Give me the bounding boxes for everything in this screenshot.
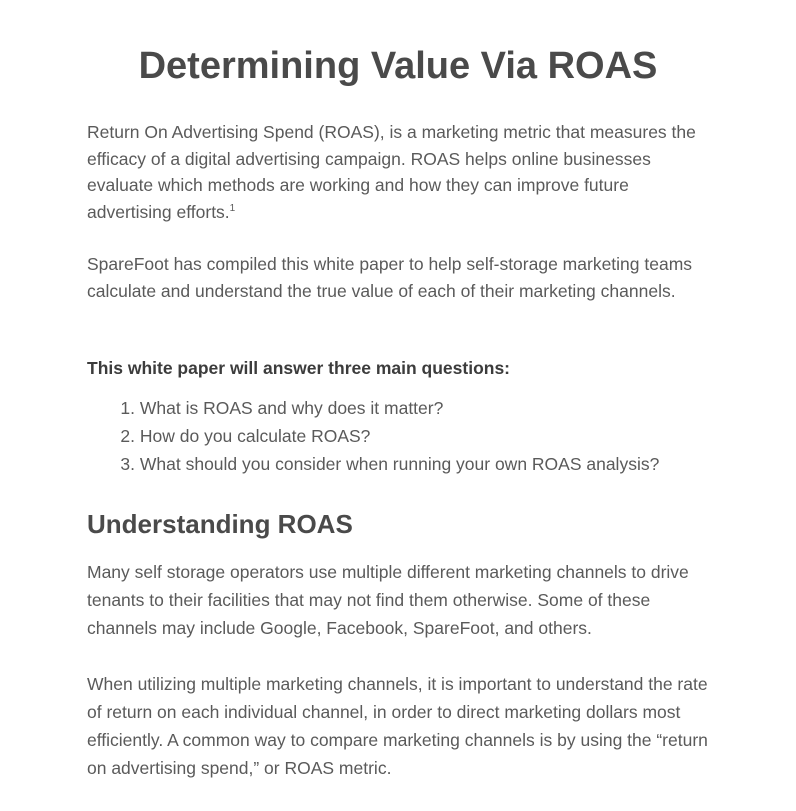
document-title: Determining Value Via ROAS [138, 45, 658, 87]
section-paragraph: Many self storage operators use multiple different marketing channels to drive tenants to their facilities that may not find them otherwise. Some of these channels may include Google, Facebook, SpareFoot, and others. [87, 562, 689, 638]
list-item-number: 2. [120, 426, 135, 446]
list-item-text: How do you calculate ROAS? [139, 426, 371, 446]
section-heading: Understanding ROAS [87, 509, 353, 539]
list-item-text: What should you consider when running your own ROAS analysis? [139, 454, 660, 474]
list-item [87, 422, 727, 450]
list-item-number: 3. [120, 454, 135, 474]
list-item-number: 1. [120, 398, 135, 418]
list-item [87, 394, 727, 422]
footnote-marker[interactable]: 1 [229, 202, 236, 214]
list-item-text: What is ROAS and why does it matter? [139, 398, 444, 418]
questions-list [87, 394, 727, 478]
intro-text: Return On Advertising Spend (ROAS), is a marketing metric that measures the efficacy of a digital advertising campaign. ROAS helps online businesses evaluate which methods are working and how they can improve future advertising efforts. [87, 122, 696, 222]
questions-lead: This white paper will answer three main questions: [87, 358, 511, 378]
intro-paragraph [87, 119, 717, 225]
list-item [87, 450, 727, 478]
section-paragraph: When utilizing multiple marketing channels, it is important to understand the rate of return on each individual channel, in order to direct marketing dollars most efficiently. A common way to compare marketing channels is by using the “return on advertising spend,” or ROAS metric. [87, 674, 708, 778]
purpose-paragraph: SpareFoot has compiled this white paper to help self-storage marketing teams calculate and understand the true value of each of their marketing channels. [87, 254, 693, 301]
